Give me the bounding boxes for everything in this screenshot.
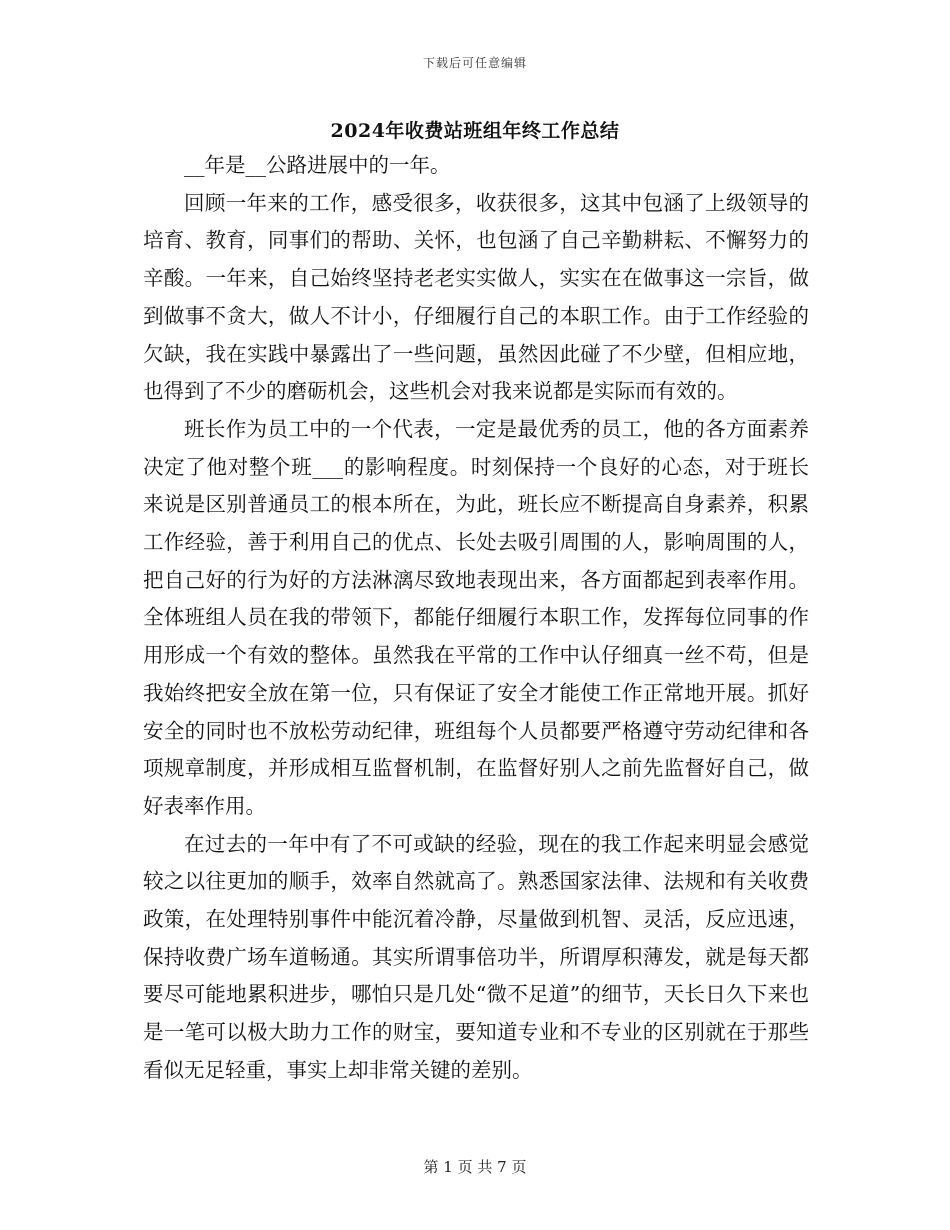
header-note: 下载后可任意编辑	[422, 56, 527, 70]
document-body	[143, 147, 809, 1090]
paragraph-team-leader: 班长作为员工中的一个代表，一定是最优秀的员工，他的各方面素养决定了他对整个班___的影响程度。时刻保持一个良好的心态，对于班长来说是区别普通员工的根本所在，为此，班长应不断提高自身素养，积累工作经验，善于利用自己的优点、长处去吸引周围的人，影响周围的人，把自己好的行为好的方法淋漓尽致地表现出来，各方面都起到表率作用。全体班组人员在我的带领下，都能仔细履行本职工作，发挥每位同事的作用形成一个有效的整体。虽然我在平常的工作中认仔细真一丝不苟，但是我始终把安全放在第一位，只有保证了安全才能使工作正常地开展。抓好安全的同时也不放松劳动纪律，班组每个人员都要严格遵守劳动纪律和各项规章制度，并形成相互监督机制，在监督好别人之前先监督好自己，做好表率作用。	[143, 416, 809, 818]
document-title: 2024年收费站班组年终工作总结	[330, 120, 620, 142]
paragraph-review: 回顾一年来的工作，感受很多，收获很多，这其中包涵了上级领导的培育、教育，同事们的帮助、关怀，也包涵了自己辛勤耕耘、不懈努力的辛酸。一年来，自己始终坚持老老实实做人，实实在在做事这一宗旨，做到做事不贪大，做人不计小，仔细履行自己的本职工作。由于工作经验的欠缺，我在实践中暴露出了一些问题，虽然因此碰了不少壁，但相应地，也得到了不少的磨砺机会，这些机会对我来说都是实际而有效的。	[143, 190, 809, 404]
page-number: 第 1 页 共 7 页	[423, 1158, 527, 1176]
paragraph-intro: __年是__公路进展中的一年。	[184, 153, 451, 177]
paragraph-experience: 在过去的一年中有了不可或缺的经验，现在的我工作起来明显会感觉较之以往更加的顺手，效率自然就高了。熟悉国家法律、法规和有关收费政策，在处理特别事件中能沉着冷静，尽量做到机智、灵活，反应迅速，保持收费广场车道畅通。其实所谓事倍功半，所谓厚积薄发，就是每天都要尽可能地累积进步，哪怕只是几处“微不足道”的细节，天长日久下来也是一笔可以极大助力工作的财宝，要知道专业和不专业的区别就在于那些看似无足轻重，事实上却非常关键的差别。	[143, 831, 809, 1082]
